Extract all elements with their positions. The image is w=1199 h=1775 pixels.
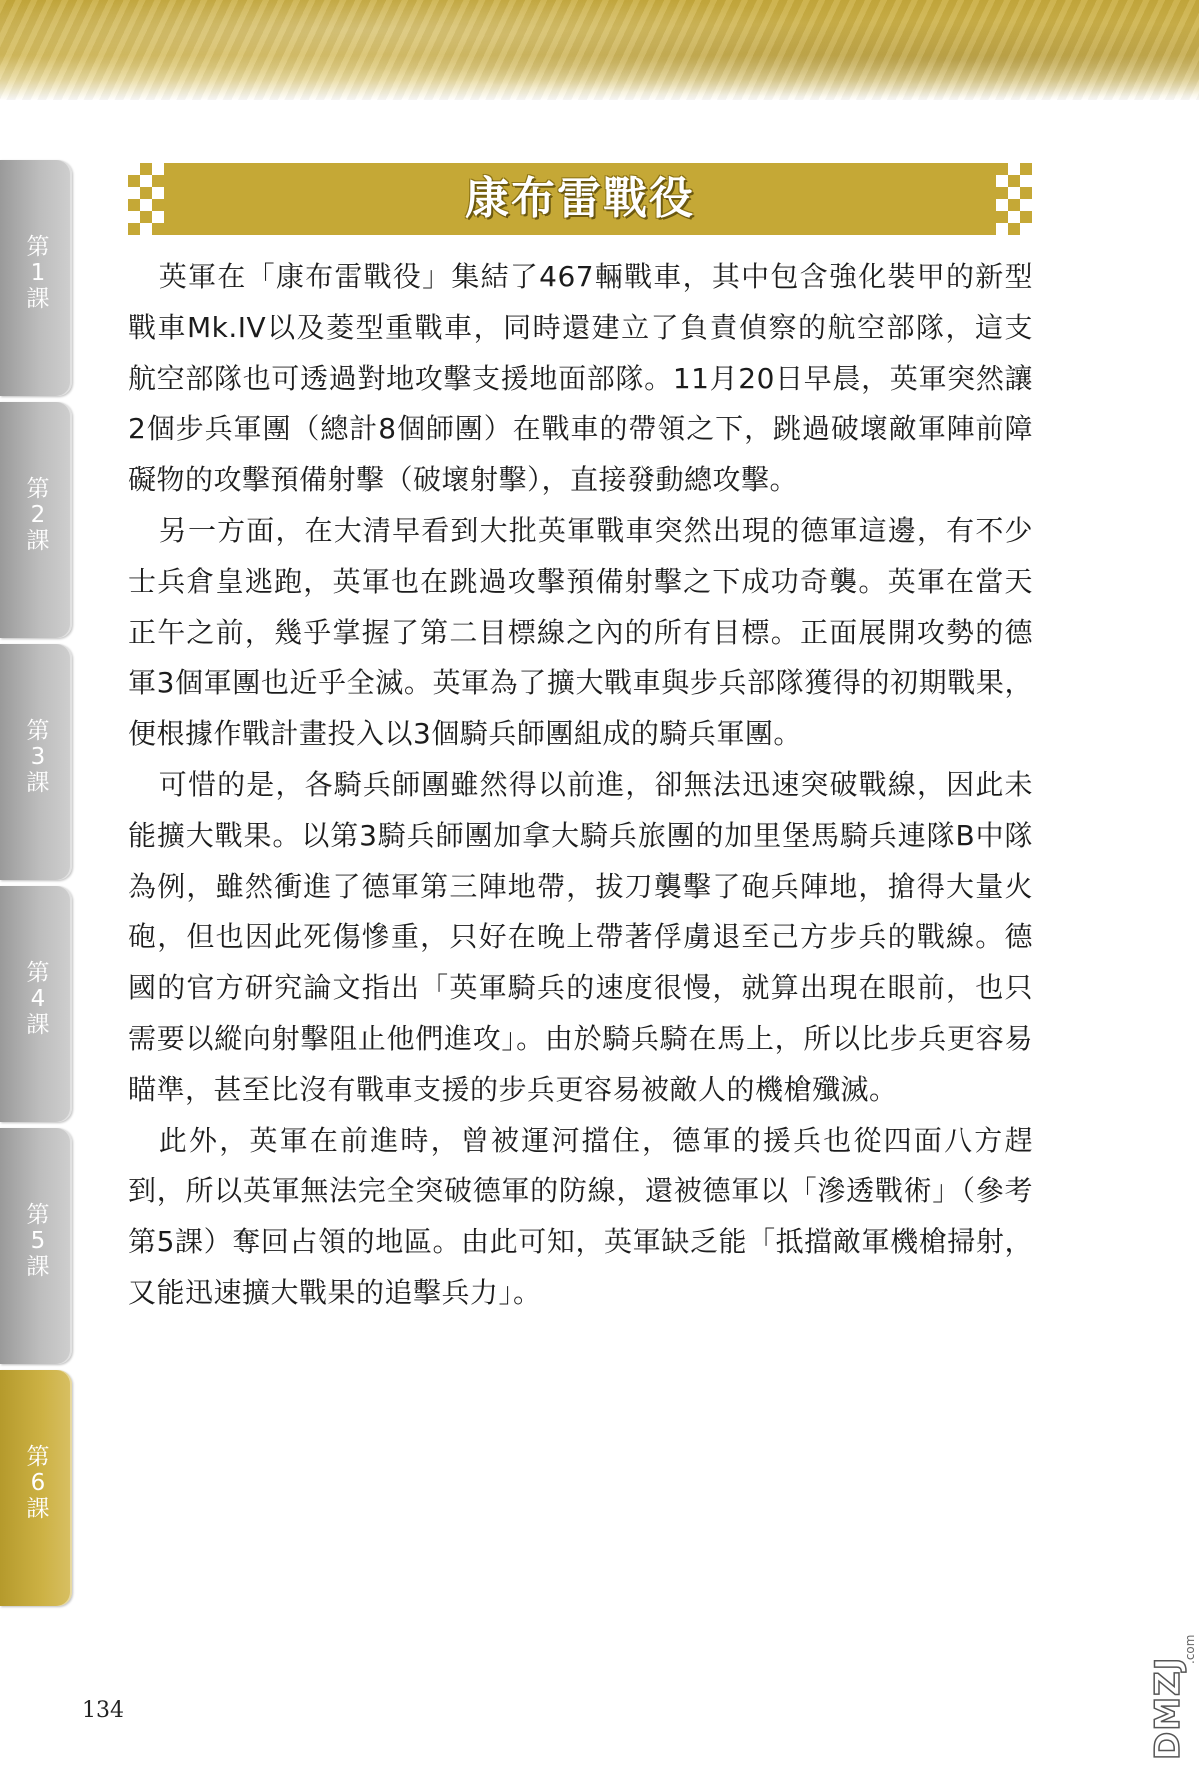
watermark-logo: DMZJ bbox=[1148, 1656, 1188, 1760]
chapter-tab-6[interactable] bbox=[0, 1370, 72, 1606]
paragraph: 此外，英軍在前進時，曾被運河擋住，德軍的援兵也從四面八方趕到，所以英軍無法完全突破德軍的防線，還被德軍以「滲透戰術」（參考第5課）奪回占領的地區。由此可知，英軍缺乏能「抵擋敵軍機槍掃射，又能迅速擴大戰果的追擊兵力」。 bbox=[128, 1123, 1033, 1309]
chapter-tab-label: 第 1 課 bbox=[26, 234, 50, 312]
header-decoration bbox=[0, 0, 1199, 100]
checker-decoration-right bbox=[996, 163, 1032, 235]
chapter-tab-label: 第 5 課 bbox=[26, 1202, 50, 1280]
chapter-tab-3[interactable] bbox=[0, 644, 72, 880]
watermark-suffix: .com bbox=[1183, 1634, 1197, 1664]
page-number: 134 bbox=[82, 1698, 124, 1723]
chapter-tab-4[interactable] bbox=[0, 886, 72, 1122]
paragraph: 可惜的是，各騎兵師團雖然得以前進，卻無法迅速突破戰線，因此未能擴大戰果。以第3騎兵師團加拿大騎兵旅團的加里堡馬騎兵連隊B中隊為例，雖然衝進了德軍第三陣地帶，拔刀襲擊了砲兵陣地，搶得大量火砲，但也因此死傷慘重，只好在晚上帶著俘虜退至己方步兵的戰線。德國的官方研究論文指出「英軍騎兵的速度很慢，就算出現在眼前，也只需要以縱向射擊阻止他們進攻」。由於騎兵騎在馬上，所以比步兵更容易瞄準，甚至比沒有戰車支援的步兵更容易被敵人的機槍殲滅。 bbox=[128, 767, 1033, 1106]
chapter-tab-label: 第 3 課 bbox=[26, 718, 50, 796]
chapter-tab-2[interactable] bbox=[0, 402, 72, 638]
paragraph: 英軍在「康布雷戰役」集結了467輛戰車，其中包含強化裝甲的新型戰車Mk.IV以及菱型重戰車，同時還建立了負責偵察的航空部隊，這支航空部隊也可透過對地攻擊支援地面部隊。11月20日早晨，英軍突然讓2個步兵軍團（總計8個師團）在戰車的帶領之下，跳過破壞敵軍陣前障礙物的攻擊預備射擊（破壞射擊），直接發動總攻擊。 bbox=[128, 260, 1033, 497]
section-title-bar bbox=[128, 163, 1032, 235]
chapter-tab-label: 第 4 課 bbox=[26, 960, 50, 1038]
section-title: 康布雷戰役 bbox=[465, 173, 695, 224]
paragraph: 另一方面，在大清早看到大批英軍戰車突然出現的德軍這邊，有不少士兵倉皇逃跑，英軍也在跳過攻擊預備射擊之下成功奇襲。英軍在當天正午之前，幾乎掌握了第二目標線之內的所有目標。正面展開攻勢的德軍3個軍團也近乎全滅。英軍為了擴大戰車與步兵部隊獲得的初期戰果，便根據作戰計畫投入以3個騎兵師團組成的騎兵軍團。 bbox=[128, 513, 1033, 751]
chapter-tab-1[interactable] bbox=[0, 160, 72, 396]
chapter-tab-label: 第 2 課 bbox=[26, 476, 50, 554]
chapter-tab-5[interactable] bbox=[0, 1128, 72, 1364]
chapter-tab-label: 第 6 課 bbox=[26, 1444, 50, 1522]
body-text bbox=[128, 252, 1033, 1319]
